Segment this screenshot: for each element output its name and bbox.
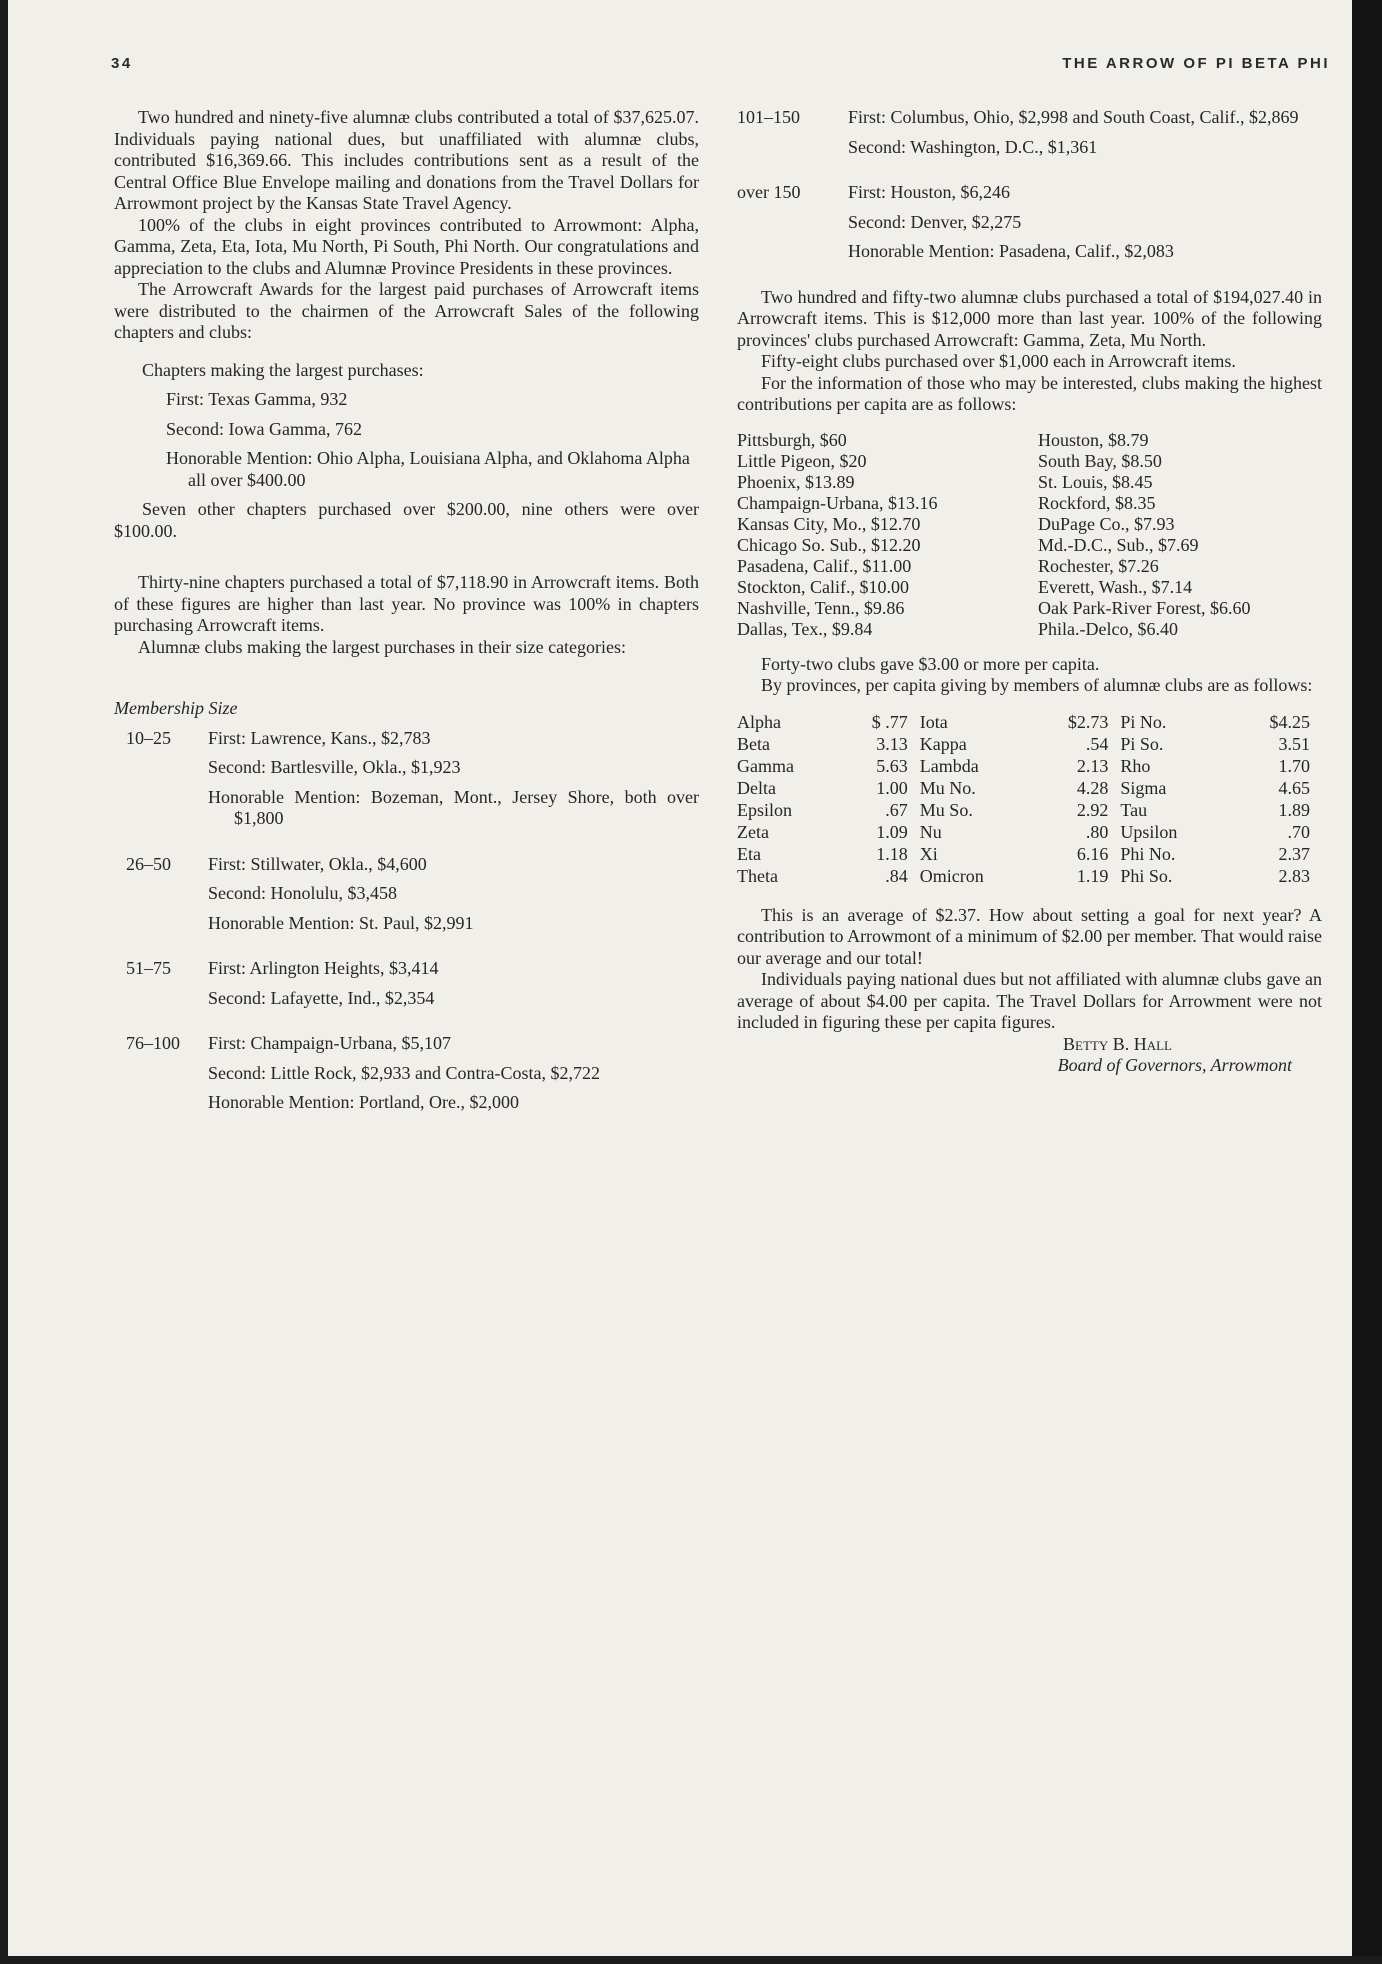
paragraph: Alumnæ clubs making the largest purchases in their size categories: xyxy=(138,636,627,657)
paragraph: Forty-two clubs gave $3.00 or more per capita. xyxy=(761,653,1100,674)
province-name: Sigma xyxy=(1120,777,1167,798)
province-value: 1.09 xyxy=(876,821,908,842)
size-entry: Honorable Mention: Bozeman, Mont., Jersey Shore, both over $1,800 xyxy=(208,786,699,828)
province-value: 1.70 xyxy=(1278,755,1310,776)
chapter-award-first: First: Texas Gamma, 932 xyxy=(166,389,348,409)
per-capita-entry: Champaign-Urbana, $13.16 xyxy=(737,492,938,513)
size-row xyxy=(114,728,699,838)
province-value: 3.13 xyxy=(876,733,908,754)
size-entry: Second: Bartlesville, Okla., $1,923 xyxy=(208,757,461,777)
per-capita-entry: Little Pigeon, $20 xyxy=(737,450,867,471)
table-row xyxy=(737,733,1322,755)
size-range: 51–75 xyxy=(126,958,171,978)
size-range: 101–150 xyxy=(737,107,800,127)
province-name: Beta xyxy=(737,733,770,754)
paragraph: Two hundred and fifty-two alumnæ clubs purchased a total of $194,027.40 in Arrowcraft items. This is $12,000 more than last year. 100% of the following provinces' clubs purchased Arrowcraft: Gamma, Zeta, Mu North. xyxy=(737,286,1322,350)
size-range: 76–100 xyxy=(126,1033,180,1053)
province-name: Theta xyxy=(737,865,778,886)
chapter-awards xyxy=(114,360,699,543)
province-name: Rho xyxy=(1120,755,1151,776)
province-value: $ .77 xyxy=(871,711,908,732)
per-capita-entry: Pittsburgh, $60 xyxy=(737,429,847,450)
scan-edge-right xyxy=(1352,0,1382,1964)
province-value: 4.65 xyxy=(1278,777,1310,798)
scan-edge-bottom xyxy=(0,1956,1382,1964)
per-capita-entry: Phila.-Delco, $6.40 xyxy=(1038,618,1178,639)
size-entry: First: Stillwater, Okla., $4,600 xyxy=(208,853,427,874)
chapter-award-honorable: Honorable Mention: Ohio Alpha, Louisiana Alpha, and Oklahoma Alpha all over $400.00 xyxy=(166,448,690,490)
province-name: Epsilon xyxy=(737,799,793,820)
right-column xyxy=(737,107,1322,1077)
section-title: Membership Size xyxy=(114,698,238,718)
province-table xyxy=(737,711,1322,887)
size-row xyxy=(737,182,1322,271)
table-row xyxy=(737,777,1322,799)
province-value: $2.73 xyxy=(1067,711,1109,732)
size-entry: First: Houston, $6,246 xyxy=(848,182,1011,202)
table-row xyxy=(737,711,1322,733)
province-value: $4.25 xyxy=(1269,711,1310,732)
paragraph: The Arrowcraft Awards for the largest paid purchases of Arrowcraft items were distributed to the chairmen of the Arrowcraft Sales of the following chapters and clubs: xyxy=(114,279,699,342)
province-value: 3.51 xyxy=(1278,733,1310,754)
province-value: 1.18 xyxy=(876,843,908,864)
page-number: 34 xyxy=(111,55,133,72)
province-value: .67 xyxy=(885,799,908,820)
per-capita-entry: DuPage Co., $7.93 xyxy=(1038,513,1175,534)
province-name: Delta xyxy=(737,777,776,798)
province-name: Pi So. xyxy=(1120,733,1164,754)
province-name: Lambda xyxy=(919,755,979,776)
chapter-award-second: Second: Iowa Gamma, 762 xyxy=(166,418,362,439)
paragraph: Two hundred and ninety-five alumnæ clubs contributed a total of $37,625.07. Individuals paying national dues, but unaffiliated with alumnæ clubs, contributed $16,369.66. This includes contributions sent as a result of the Central Office Blue Envelope mailing and donations from the Travel Dollars for Arrowmont project by the Kansas State Travel Agency. xyxy=(114,107,699,213)
paragraph: By provinces, per capita giving by members of alumnæ clubs are as follows: xyxy=(761,675,1313,695)
size-entry: Second: Little Rock, $2,933 and Contra-Costa, $2,722 xyxy=(208,1062,600,1083)
size-entry: Honorable Mention: Pasadena, Calif., $2,083 xyxy=(848,241,1174,261)
size-entry: Honorable Mention: Portland, Ore., $2,000 xyxy=(208,1092,519,1112)
per-capita-entry: South Bay, $8.50 xyxy=(1038,450,1162,471)
per-capita-entry: Houston, $8.79 xyxy=(1038,429,1149,450)
province-name: Upsilon xyxy=(1120,821,1178,842)
province-name: Pi No. xyxy=(1120,711,1167,732)
per-capita-entry: Everett, Wash., $7.14 xyxy=(1038,576,1193,597)
size-row xyxy=(114,958,699,1017)
province-value: 1.19 xyxy=(1076,865,1109,886)
table-row xyxy=(737,821,1322,843)
per-capita-entry: Nashville, Tenn., $9.86 xyxy=(737,597,905,618)
signature-title: Board of Governors, Arrowmont xyxy=(1057,1055,1292,1075)
paragraph: Individuals paying national dues but not affiliated with alumnæ clubs gave an average of about $4.00 per capita. The Travel Dollars for Arrowment were not included in figuring these per capita figures. xyxy=(737,969,1322,1032)
size-entry: Second: Honolulu, $3,458 xyxy=(208,883,397,903)
left-column xyxy=(114,107,699,1138)
paragraph: Seven other chapters purchased over $200.00, nine others were over $100.00. xyxy=(114,499,699,541)
size-entry: First: Arlington Heights, $3,414 xyxy=(208,958,439,978)
per-capita-list xyxy=(737,430,1322,640)
province-name: Mu So. xyxy=(919,799,973,820)
size-entry: First: Columbus, Ohio, $2,998 and South Coast, Calif., $2,869 xyxy=(848,107,1299,127)
province-name: Phi So. xyxy=(1120,865,1173,886)
size-entry: Second: Denver, $2,275 xyxy=(848,211,1022,232)
per-capita-entry: Md.-D.C., Sub., $7.69 xyxy=(1038,534,1199,555)
per-capita-entry: Oak Park-River Forest, $6.60 xyxy=(1038,597,1251,618)
per-capita-entry: Rockford, $8.35 xyxy=(1038,492,1156,513)
province-value: .80 xyxy=(1085,821,1109,842)
per-capita-entry: Rochester, $7.26 xyxy=(1038,555,1159,576)
province-name: Eta xyxy=(737,843,761,864)
per-capita-entry: Pasadena, Calif., $11.00 xyxy=(737,555,912,576)
running-head: THE ARROW OF PI BETA PHI xyxy=(1062,55,1330,72)
table-row xyxy=(737,843,1322,865)
province-value: 1.89 xyxy=(1278,799,1310,820)
scan-edge-left xyxy=(0,0,8,1964)
province-value: 2.83 xyxy=(1278,865,1310,886)
table-row xyxy=(737,799,1322,821)
province-name: Xi xyxy=(919,843,938,864)
paragraph: Fifty-eight clubs purchased over $1,000 each in Arrowcraft items. xyxy=(761,351,1236,371)
province-value: 6.16 xyxy=(1076,843,1109,864)
size-range: 10–25 xyxy=(126,727,171,748)
province-value: 1.00 xyxy=(876,777,908,798)
province-name: Tau xyxy=(1120,799,1148,820)
province-value: 2.92 xyxy=(1076,799,1109,820)
paragraph: Thirty-nine chapters purchased a total of $7,118.90 in Arrowcraft items. Both of these figures are higher than last year. No province was 100% in chapters purchasing Arrowcraft items. xyxy=(114,572,699,635)
size-entry: Honorable Mention: St. Paul, $2,991 xyxy=(208,912,474,933)
province-value: .84 xyxy=(885,865,908,886)
province-name: Alpha xyxy=(737,711,781,732)
size-row xyxy=(737,107,1322,166)
size-entry: Second: Lafayette, Ind., $2,354 xyxy=(208,987,435,1008)
size-entry: Second: Washington, D.C., $1,361 xyxy=(848,136,1098,157)
size-entry: First: Lawrence, Kans., $2,783 xyxy=(208,727,431,748)
paragraph: For the information of those who may be interested, clubs making the highest contributions per capita are as follows: xyxy=(737,372,1322,414)
per-capita-entry: Kansas City, Mo., $12.70 xyxy=(737,513,921,534)
per-capita-entry: St. Louis, $8.45 xyxy=(1038,471,1153,492)
province-name: Omicron xyxy=(919,865,984,886)
size-range: 26–50 xyxy=(126,853,171,874)
table-row xyxy=(737,755,1322,777)
province-value: 2.37 xyxy=(1278,843,1310,864)
province-name: Kappa xyxy=(919,733,967,754)
per-capita-entry: Dallas, Tex., $9.84 xyxy=(737,618,873,639)
province-value: 2.13 xyxy=(1076,755,1109,776)
table-row xyxy=(737,865,1322,887)
per-capita-entry: Chicago So. Sub., $12.20 xyxy=(737,534,921,555)
province-name: Gamma xyxy=(737,755,794,776)
per-capita-entry: Phoenix, $13.89 xyxy=(737,471,855,492)
size-row xyxy=(114,1033,699,1122)
province-name: Zeta xyxy=(737,821,769,842)
size-entry: First: Champaign-Urbana, $5,107 xyxy=(208,1033,451,1053)
paragraph: This is an average of $2.37. How about setting a goal for next year? A contribution to Arrowmont of a minimum of $2.00 per member. That would raise our average and our total! xyxy=(737,904,1322,968)
province-name: Nu xyxy=(919,821,942,842)
province-name: Iota xyxy=(919,711,948,732)
chapter-awards-heading: Chapters making the largest purchases: xyxy=(142,359,424,380)
size-row xyxy=(114,854,699,943)
province-value: .54 xyxy=(1085,733,1109,754)
paragraph: 100% of the clubs in eight provinces contributed to Arrowmont: Alpha, Gamma, Zeta, Eta, Iota, Mu North, Pi South, Phi North. Our congratulations and appreciation to the clubs and Alumnæ Province Presidents in these provinces. xyxy=(114,214,699,278)
per-capita-entry: Stockton, Calif., $10.00 xyxy=(737,576,909,597)
province-value: 5.63 xyxy=(876,755,908,776)
size-range: over 150 xyxy=(737,182,801,202)
province-value: .70 xyxy=(1287,821,1310,842)
signature-name: Betty B. Hall xyxy=(1063,1033,1172,1054)
province-value: 4.28 xyxy=(1076,777,1109,798)
province-name: Mu No. xyxy=(919,777,976,798)
province-name: Phi No. xyxy=(1120,843,1176,864)
